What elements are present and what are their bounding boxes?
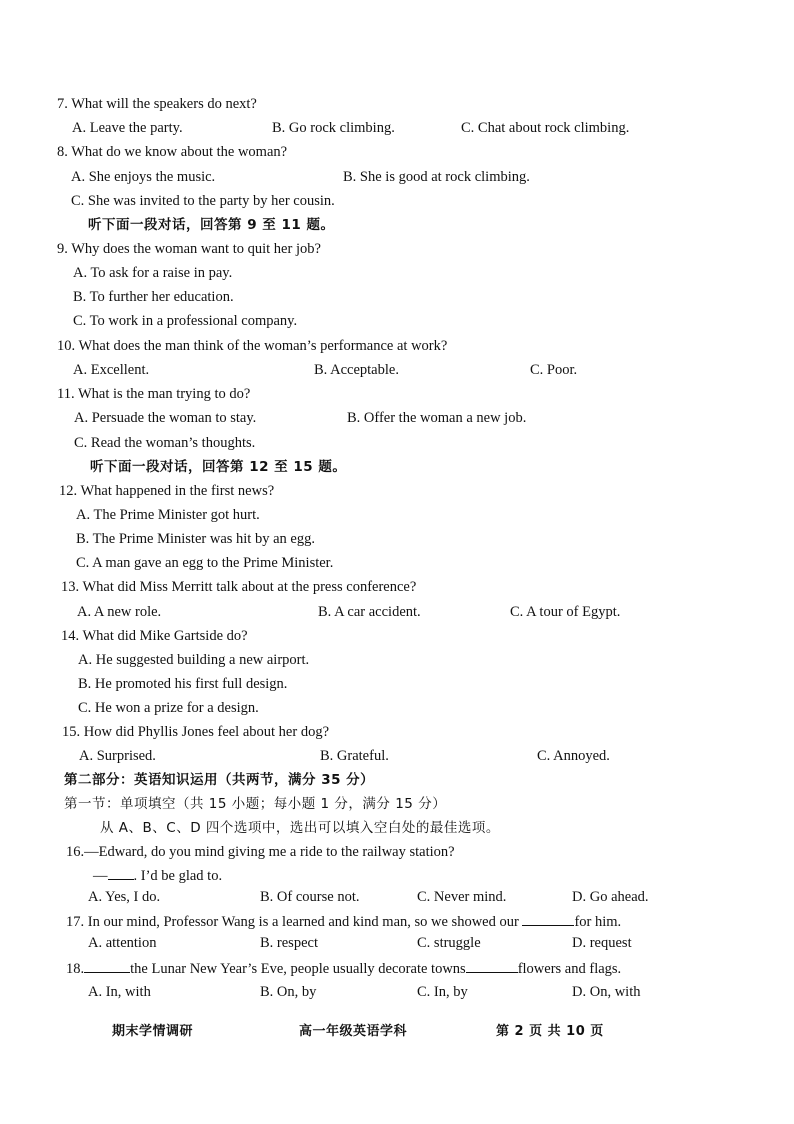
question-15-option-c: C. Annoyed. [537,748,610,764]
question-12-option-c: C. A man gave an egg to the Prime Minister. [76,555,334,571]
question-18-stem-text: the Lunar New Year’s Eve, people usually decorate towns [130,961,466,977]
question-10-option-b: B. Acceptable. [314,362,399,378]
question-16-reply-text: . I’d be glad to. [133,868,223,884]
question-17-stem-end: for him. [574,914,622,930]
question-17-option-b: B. respect [260,935,318,951]
question-16-blank [108,865,134,880]
question-16-stem: 16.—Edward, do you mind giving me a ride to the railway station? [66,844,455,860]
question-18-option-b: B. On, by [260,984,317,1000]
question-13-option-c: C. A tour of Egypt. [510,604,621,620]
question-18-option-c: C. In, by [417,984,468,1000]
question-14-option-c: C. He won a prize for a design. [78,700,259,716]
question-8-option-a: A. She enjoys the music. [71,169,216,185]
question-12-stem: 12. What happened in the first news? [59,483,275,499]
instruction-9-11: 听下面一段对话，回答第 9 至 11 题。 [88,217,335,233]
question-7-stem: 7. What will the speakers do next? [57,96,257,112]
question-18-stem [66,958,621,978]
question-14-stem: 14. What did Mike Gartside do? [61,628,248,644]
question-16-option-d: D. Go ahead. [572,889,649,905]
question-18-blank-2 [466,958,518,973]
question-7-option-a: A. Leave the party. [72,120,183,136]
question-9-stem: 9. Why does the woman want to quit her job? [57,241,321,257]
question-12-option-a: A. The Prime Minister got hurt. [76,507,260,523]
question-10-stem: 10. What does the man think of the woman’s performance at work? [57,338,448,354]
question-9-option-a: A. To ask for a raise in pay. [73,265,233,281]
question-9-option-b: B. To further her education. [73,289,234,305]
question-10-option-a: A. Excellent. [73,362,150,378]
question-17-stem-text: 17. In our mind, Professor Wang is a learned and kind man, so we showed our [66,914,519,930]
question-14-option-b: B. He promoted his first full design. [78,676,288,692]
question-12-option-b: B. The Prime Minister was hit by an egg. [76,531,315,547]
section1-title: 第一节：单项填空（共 15 小题；每小题 1 分，满分 15 分） [64,796,447,812]
question-11-stem: 11. What is the man trying to do? [57,386,251,402]
question-13-stem: 13. What did Miss Merritt talk about at the press conference? [61,579,417,595]
question-18-blank-1 [84,958,130,973]
question-11-option-a: A. Persuade the woman to stay. [74,410,257,426]
question-7-option-b: B. Go rock climbing. [272,120,395,136]
question-18-stem-end: flowers and flags. [517,961,622,977]
question-10-option-c: C. Poor. [530,362,578,378]
question-9-option-c: C. To work in a professional company. [73,313,298,329]
question-11-option-b: B. Offer the woman a new job. [347,410,527,426]
question-17-option-a: A. attention [88,935,157,951]
question-13-option-b: B. A car accident. [318,604,421,620]
question-15-option-a: A. Surprised. [79,748,156,764]
question-18-number: 18. [66,961,85,977]
question-16-reply-dash: — [93,868,108,884]
section1-instruction: 从 A、B、C、D 四个选项中，选出可以填入空白处的最佳选项。 [100,820,500,836]
question-17-blank [522,911,574,926]
question-17-option-d: D. request [572,935,632,951]
question-16-option-a: A. Yes, I do. [88,889,161,905]
question-16-option-b: B. Of course not. [260,889,360,905]
question-16-option-c: C. Never mind. [417,889,507,905]
question-17-option-c: C. struggle [417,935,481,951]
question-17-stem [66,911,621,931]
question-18-option-a: A. In, with [88,984,151,1000]
footer-exam-name: 期末学情调研 [112,1024,194,1039]
question-18-option-d: D. On, with [572,984,641,1000]
footer-page-number: 第 2 页 共 10 页 [496,1024,604,1039]
footer-subject: 高一年级英语学科 [299,1024,408,1039]
question-8-stem: 8. What do we know about the woman? [57,144,288,160]
question-13-option-a: A. A new role. [77,604,162,620]
question-14-option-a: A. He suggested building a new airport. [78,652,310,668]
question-11-option-c: C. Read the woman’s thoughts. [74,435,256,451]
part2-title: 第二部分：英语知识运用（共两节，满分 35 分） [64,772,375,788]
question-7-option-c: C. Chat about rock climbing. [461,120,630,136]
question-8-option-c: C. She was invited to the party by her cousin. [71,193,335,209]
question-15-stem: 15. How did Phyllis Jones feel about her dog? [62,724,330,740]
question-8-option-b: B. She is good at rock climbing. [343,169,530,185]
instruction-12-15: 听下面一段对话，回答第 12 至 15 题。 [90,459,347,475]
question-15-option-b: B. Grateful. [320,748,389,764]
question-16-reply [93,865,222,885]
